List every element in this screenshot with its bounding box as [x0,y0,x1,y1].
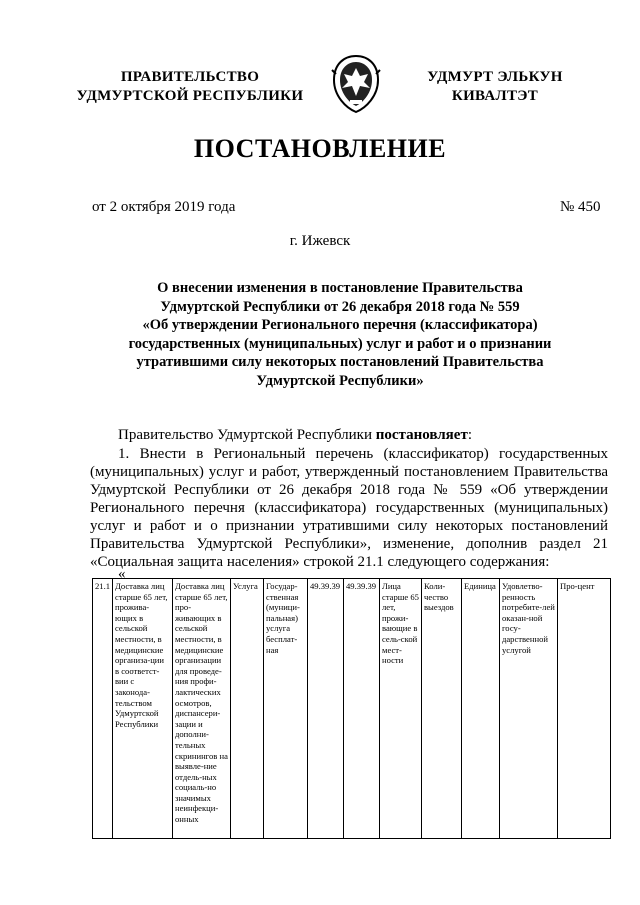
subject-line: утратившими силу некоторых постановлений Правительства [136,354,544,370]
intro-paragraph [90,426,608,444]
quote-open: « [118,566,126,582]
document-number: № 450 [560,199,601,215]
table-cell: Услуга [231,579,264,839]
table-cell: Про-цент [558,579,611,839]
table-cell: Удовлетво-ренность потребите-лей оказан-ной госу-дарственной услугой [500,579,558,839]
subject-line: государственных (муниципальных) услуг и работ и о признании [128,335,552,352]
subject-line: Удмуртской Республики от 26 декабря 2018 года № 559 [160,298,520,315]
document-city: г. Ижевск [289,233,351,249]
table-cell: Государ-ственная (муници-пальная) услуга бесплат-ная [264,579,308,839]
header-left-line2: УДМУРТСКОЙ РЕСПУБЛИКИ [76,88,304,104]
item-1-paragraph: 1. Внести в Региональный перечень (классификатор) государственных (муниципальных) услуг и работ, утвержденный постановлением Правительства Удмуртской Республики от 26 декабря 2018 года № 559 «Об утверждении Регионального перечня (классификатора) государственных (муниципальных) услуг и работ и о признании утратившими силу некоторых постановлений Правительства Удмуртской Республики», изменение, дополнив раздел 21 «Социальная защита населения» строкой 21.1 следующего содержания: [90,446,608,570]
table-cell: Доставка лиц старше 65 лет, прожива-ющих в сельской местности, в медицинские организа-ции в соответст-вии с законода-тельством Удмуртской Республики [113,579,173,839]
table-cell: Доставка лиц старше 65 лет, про-живающих в сельской местности, в медицинские организации для проведе-ния профи-лактических осмотров, диспансери-зации и дополни-тельных скринингов на выявле-ние отдель-ных социаль-но значимых неинфекци-онных [173,579,231,839]
subject-line: Удмуртской Республики» [256,372,424,389]
header-right-line1: УДМУРТ ЭЛЬКУН [427,69,563,85]
table-cell: 21.1 [93,579,113,839]
table-cell: Коли-чество выездов [422,579,462,839]
document-date: от 2 октября 2019 года [92,199,236,215]
document-title: ПОСТАНОВЛЕНИЕ [193,134,447,163]
table-row [93,579,611,839]
header-left-line1: ПРАВИТЕЛЬСТВО [120,69,260,85]
classifier-table [92,578,611,839]
subject-line: «Об утверждении Регионального перечня (классификатора) [142,317,538,333]
table-cell: 49.39.39 [344,579,380,839]
table-cell: Единица [462,579,500,839]
intro-bold: постановляет [375,427,468,443]
subject-line: О внесении изменения в постановление Правительства [157,280,523,296]
document-body [90,426,608,571]
coat-of-arms-icon [330,54,382,119]
intro-text: Правительство Удмуртской Республики [118,427,376,443]
header-right-line2: КИВАЛТЭТ [451,88,539,104]
intro-end: : [467,427,472,443]
document-subject [100,279,580,390]
table-cell: 49.39.39 [308,579,344,839]
table-cell: Лица старше 65 лет, прожи-вающие в сель-ской мест-ности [380,579,422,839]
